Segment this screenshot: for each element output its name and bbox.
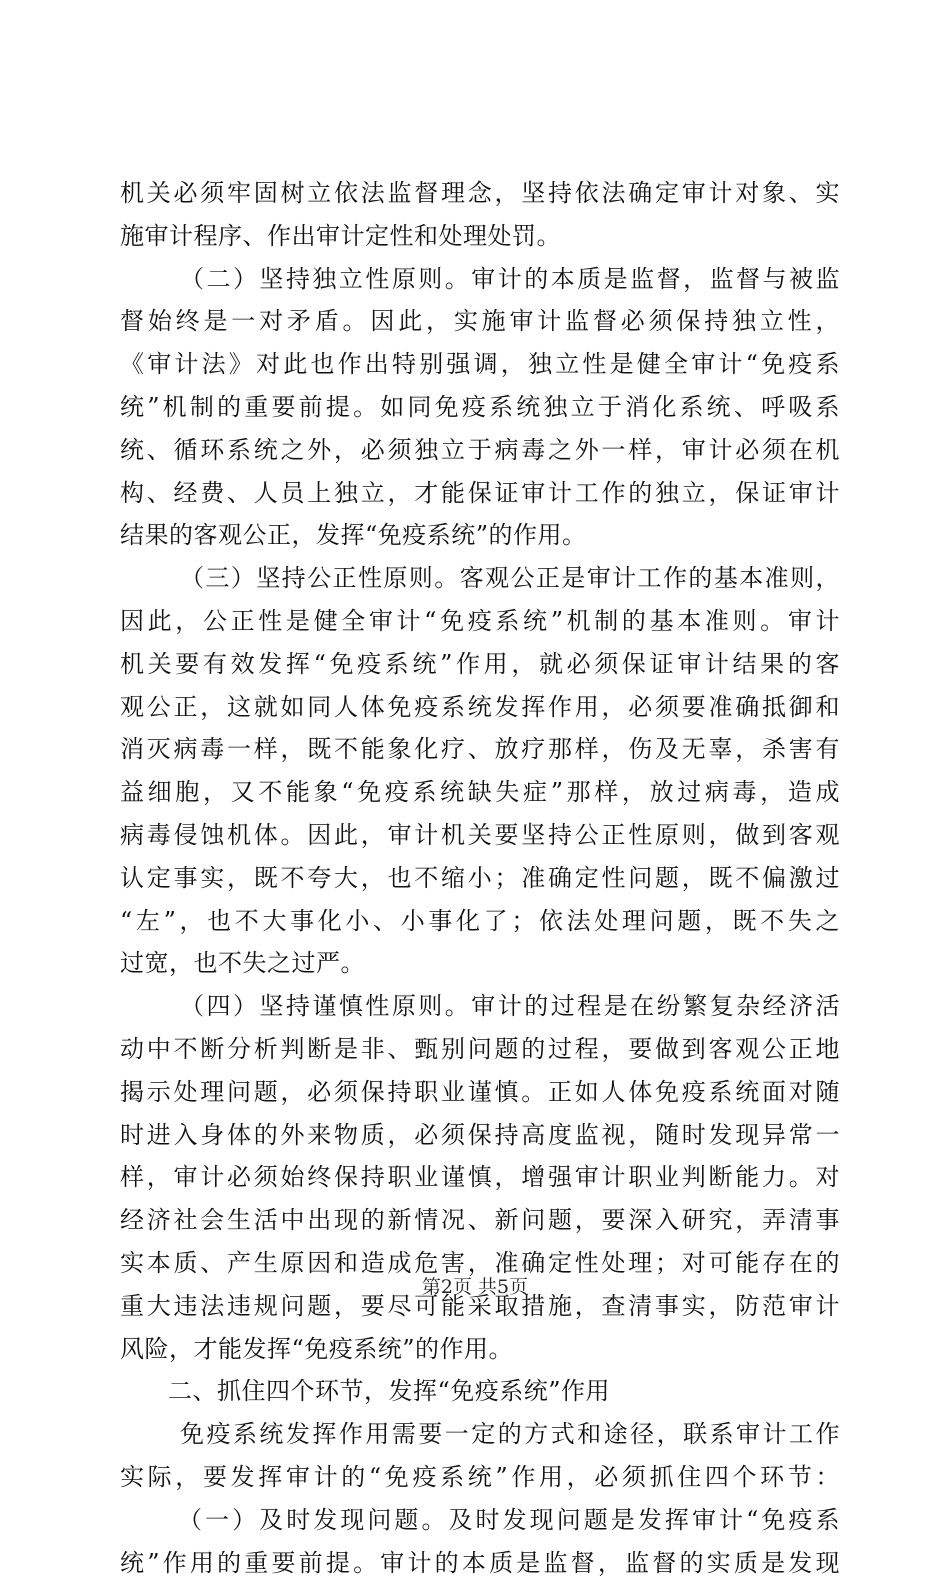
text-line: 因此，公正性是健全审计“免疫系统”机制的基本准则。审计 [120, 600, 840, 643]
text-line: 经济社会生活中出现的新情况、新问题，要深入研究，弄清事 [120, 1199, 840, 1242]
paragraph-heading-4: （四）坚持谨慎性原则。审计的过程是在纷繁复杂经济活 [120, 985, 840, 1028]
page-indicator: 第2页 共5页 [422, 1276, 528, 1298]
text-line: 构、经费、人员上独立，才能保证审计工作的独立，保证审计 [120, 472, 840, 515]
text-line: 风险，才能发挥“免疫系统”的作用。 [120, 1328, 840, 1371]
text-line: 统、循环系统之外，必须独立于病毒之外一样，审计必须在机 [120, 429, 840, 472]
text-line: 机关要有效发挥“免疫系统”作用，就必须保证审计结果的客 [120, 643, 840, 686]
text-line: 样，审计必须始终保持职业谨慎，增强审计职业判断能力。对 [120, 1156, 840, 1199]
text-line: 统”作用的重要前提。审计的本质是监督，监督的实质是发现 [120, 1542, 840, 1584]
text-line: 重大违法违规问题，要尽可能采取措施，查清事实，防范审计 [120, 1285, 840, 1328]
text-line: 病毒侵蚀机体。因此，审计机关要坚持公正性原则，做到客观 [120, 814, 840, 857]
text-line: 动中不断分析判断是非、甄别问题的过程，要做到客观公正地 [120, 1028, 840, 1071]
text-line: 消灭病毒一样，既不能象化疗、放疗那样，伤及无辜，杀害有 [120, 728, 840, 771]
text-line: 实际，要发挥审计的“免疫系统”作用，必须抓住四个环节： [120, 1456, 840, 1499]
text-line: 施审计程序、作出审计定性和处理处罚。 [120, 215, 840, 258]
text-line: 结果的客观公正，发挥“免疫系统”的作用。 [120, 514, 840, 557]
paragraph-heading-2: （二）坚持独立性原则。审计的本质是监督，监督与被监 [120, 258, 840, 301]
paragraph-heading-3: （三）坚持公正性原则。客观公正是审计工作的基本准则， [120, 557, 840, 600]
page-footer [0, 1272, 950, 1299]
text-line: 认定事实，既不夸大，也不缩小；准确定性问题，既不偏激过 [120, 857, 840, 900]
text-line: 益细胞，又不能象“免疫系统缺失症”那样，放过病毒，造成 [120, 771, 840, 814]
text-line: 机关必须牢固树立依法监督理念，坚持依法确定审计对象、实 [120, 172, 840, 215]
text-line: “左”，也不大事化小、小事化了；依法处理问题，既不失之 [120, 900, 840, 943]
text-line: 督始终是一对矛盾。因此，实施审计监督必须保持独立性， [120, 300, 840, 343]
text-line: 观公正，这就如同人体免疫系统发挥作用，必须要准确抵御和 [120, 686, 840, 729]
text-line: 实本质、产生原因和造成危害，准确定性处理；对可能存在的 [120, 1242, 840, 1285]
text-line: 过宽，也不失之过严。 [120, 942, 840, 985]
section-heading: 二、抓住四个环节，发挥“免疫系统”作用 [120, 1370, 840, 1413]
text-line: 统”机制的重要前提。如同免疫系统独立于消化系统、呼吸系 [120, 386, 840, 429]
text-line: 免疫系统发挥作用需要一定的方式和途径，联系审计工作 [120, 1413, 840, 1456]
text-line: 时进入身体的外来物质，必须保持高度监视，随时发现异常一 [120, 1114, 840, 1157]
document-body [120, 172, 840, 1584]
text-line: 《审计法》对此也作出特别强调，独立性是健全审计“免疫系 [120, 343, 840, 386]
paragraph-heading-1: （一）及时发现问题。及时发现问题是发挥审计“免疫系 [120, 1499, 840, 1542]
text-line: 揭示处理问题，必须保持职业谨慎。正如人体免疫系统面对随 [120, 1071, 840, 1114]
